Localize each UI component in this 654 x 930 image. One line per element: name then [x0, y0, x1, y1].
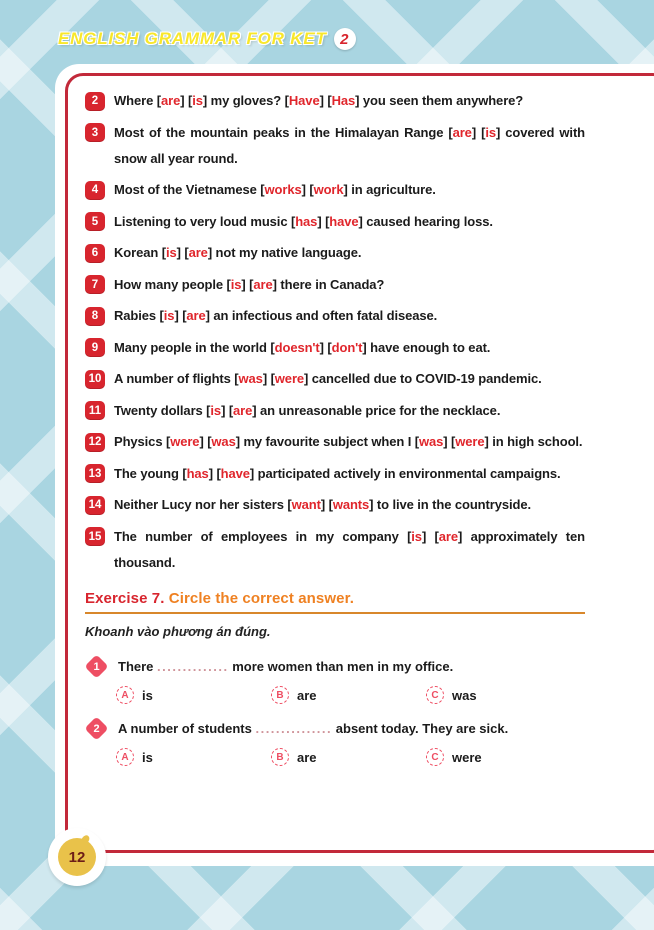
bracket: [: [182, 308, 187, 323]
mcq-options-row: [116, 682, 585, 709]
exercise7-question-list: [85, 653, 585, 771]
bracket: [: [451, 434, 456, 449]
question-number-badge: 10: [85, 370, 105, 389]
mcq-option: [116, 748, 271, 766]
bracket: [: [182, 465, 187, 481]
exercise7-instruction: Circle the correct answer.: [168, 589, 354, 607]
question-text: Physics [were] [was] my favourite subject when I [was] [were] in high school.: [114, 434, 583, 449]
bracket: ]: [343, 182, 348, 197]
header-title-text: ENGLISH GRAMMAR FOR KET: [58, 29, 327, 48]
bracket: ]: [252, 402, 257, 418]
bracket: ]: [207, 245, 213, 260]
bracket: ]: [458, 528, 463, 544]
question-text: The young [has] [have] participated actively in environmental campaigns.: [114, 465, 561, 481]
bracket: [: [327, 93, 332, 108]
answer-choice-word: were: [274, 371, 305, 386]
option-letter-circle: A: [116, 748, 134, 766]
bracket: [: [481, 124, 486, 140]
answer-choice-word: is: [210, 402, 222, 418]
answer-choice-word: want: [291, 497, 321, 512]
question-number-badge: 4: [85, 181, 105, 200]
mcq-option: [116, 686, 271, 704]
answer-choice-word: is: [192, 93, 203, 108]
bracket: [: [434, 528, 439, 544]
question-text: Most of the Vietnamese [works] [work] in agriculture.: [114, 182, 436, 197]
answer-choice-word: are: [186, 308, 206, 323]
question-number-badge: 6: [85, 244, 105, 263]
option-text: is: [142, 687, 153, 703]
question-number-badge: 8: [85, 307, 105, 326]
mcq-number: 2: [93, 722, 100, 734]
question-row: [85, 335, 585, 361]
question-text: Neither Lucy nor her sisters [want] [wants] to live in the countryside.: [114, 497, 531, 512]
bracket: ]: [221, 402, 226, 418]
question-number-badge: 11: [85, 401, 105, 420]
mcq-option: [271, 748, 426, 766]
bracket: ]: [262, 371, 268, 386]
answer-choice-word: is: [411, 528, 422, 544]
option-text: are: [297, 749, 317, 765]
option-letter-circle: B: [271, 748, 289, 766]
option-letter-circle: C: [426, 748, 444, 766]
bracket: ]: [443, 434, 448, 449]
answer-choice-word: was: [211, 434, 236, 449]
bracket: [: [184, 245, 189, 260]
bracket: [: [228, 402, 234, 418]
bracket: ]: [319, 339, 324, 355]
bracket: ]: [358, 213, 363, 229]
bracket: ]: [369, 497, 374, 512]
question-row: [85, 366, 585, 392]
mcq-option: [426, 748, 581, 766]
exercise7-heading: [85, 590, 585, 614]
answer-choice-word: is: [163, 308, 175, 323]
question-row: [85, 461, 585, 487]
bracket: [: [234, 371, 239, 386]
option-text: are: [297, 687, 317, 703]
bracket: ]: [421, 528, 427, 544]
question-row: [85, 429, 585, 455]
mcq-option: [271, 686, 426, 704]
bracket: ]: [180, 93, 185, 108]
answer-choice-word: was: [238, 371, 263, 386]
bracket: ]: [174, 308, 179, 323]
question-number-badge: 15: [85, 527, 105, 546]
question-row: [85, 209, 585, 235]
answer-choice-word: are: [160, 93, 181, 108]
question-text: Most of the mountain peaks in the Himalayan Range [are] [is] covered with snow all year round.: [114, 124, 586, 166]
question-text: Twenty dollars [is] [are] an unreasonable price for the necklace.: [114, 402, 501, 418]
bracket: ]: [199, 434, 204, 449]
question-number-badge: 3: [85, 123, 105, 142]
bracket: ]: [362, 339, 367, 355]
bracket: ]: [317, 213, 322, 229]
mcq-option: [426, 686, 581, 704]
bracket: [: [207, 434, 212, 449]
mcq-number-diamond-badge: [84, 654, 108, 678]
answer-choice-word: were: [170, 434, 200, 449]
bracket: ]: [205, 308, 210, 323]
question-row: [85, 492, 585, 518]
answer-choice-word: have: [220, 465, 250, 481]
answer-choice-word: are: [253, 276, 273, 292]
question-row: [85, 303, 585, 329]
page-number-badge: 12: [58, 838, 96, 876]
bracket: ]: [241, 276, 246, 292]
exercise6-question-list: [85, 88, 585, 576]
answer-choice-word: wants: [332, 497, 370, 512]
page-card: [55, 64, 654, 866]
question-number-badge: 5: [85, 212, 105, 231]
question-number-badge: 12: [85, 433, 105, 452]
bracket: [: [165, 434, 171, 449]
answer-choice-word: are: [452, 124, 472, 140]
option-letter-circle: B: [271, 686, 289, 704]
answer-choice-word: don't: [331, 339, 363, 355]
bracket: ]: [484, 434, 489, 449]
question-row: [85, 88, 585, 114]
blank-dots: ...............: [255, 720, 333, 736]
question-row: [85, 177, 585, 203]
bracket: [: [187, 93, 193, 108]
answer-choice-word: is: [485, 124, 496, 140]
option-letter-circle: C: [426, 686, 444, 704]
answer-choice-word: has: [295, 213, 318, 229]
bracket: ]: [249, 465, 255, 481]
bracket: ]: [301, 182, 306, 197]
answer-choice-word: is: [165, 245, 177, 260]
bracket: ]: [495, 124, 501, 140]
answer-choice-word: has: [186, 465, 209, 481]
question-text: The number of employees in my company [is] [are] approximately ten thousand.: [114, 528, 586, 570]
bracket: [: [290, 213, 296, 229]
question-text: Listening to very loud music [has] [have] caused hearing loss.: [114, 213, 493, 229]
bracket: [: [226, 276, 231, 292]
bracket: [: [287, 497, 292, 512]
answer-choice-word: is: [230, 276, 242, 292]
question-text: A number of flights [was] [were] cancelled due to COVID-19 pandemic.: [114, 371, 542, 386]
bracket: ]: [320, 497, 326, 512]
mcq-options-row: [116, 744, 585, 771]
book-header-title: [58, 26, 356, 52]
question-row: [85, 524, 585, 576]
mcq-question-row: [85, 715, 585, 742]
question-text: How many people [is] [are] there in Canada?: [114, 276, 385, 292]
answer-choice-word: Has: [331, 93, 356, 108]
bracket: [: [156, 93, 161, 108]
bracket: [: [328, 497, 333, 512]
exercise7-subtitle-vietnamese: Khoanh vào phương án đúng.: [85, 623, 271, 639]
answer-choice-word: are: [438, 528, 459, 544]
answer-choice-word: are: [233, 402, 253, 418]
question-number-badge: 7: [85, 275, 105, 294]
bracket: [: [327, 339, 332, 355]
question-row: [85, 272, 585, 298]
question-row: [85, 240, 585, 266]
bracket: [: [270, 371, 275, 386]
question-number-badge: 9: [85, 338, 105, 357]
mcq-number: 1: [93, 660, 100, 672]
bracket: ]: [235, 434, 240, 449]
question-row: [85, 120, 585, 172]
bracket: ]: [272, 276, 277, 292]
answer-choice-word: were: [455, 434, 485, 449]
answer-choice-word: works: [264, 182, 302, 197]
question-number-badge: 13: [85, 464, 105, 483]
bracket: [: [284, 93, 289, 108]
bracket: ]: [355, 93, 360, 108]
bracket: [: [325, 213, 330, 229]
answer-choice-word: are: [188, 245, 208, 260]
answer-choice-word: was: [418, 434, 444, 449]
question-number-badge: 2: [85, 92, 105, 111]
question-text: Korean [is] [are] not my native language.: [114, 245, 362, 260]
option-letter-circle: A: [116, 686, 134, 704]
bracket: [: [407, 528, 412, 544]
mcq-number-diamond-badge: [84, 716, 108, 740]
page-content: [85, 88, 585, 771]
answer-choice-word: Have: [288, 93, 320, 108]
question-text: Rabies [is] [are] an infectious and often fatal disease.: [114, 308, 438, 323]
question-number-badge: 14: [85, 496, 105, 515]
mcq-question-text: A number of students ............... absent today. They are sick.: [118, 720, 509, 736]
answer-choice-word: work: [313, 182, 344, 197]
page-number-badge-outer: [48, 828, 106, 886]
bracket: [: [249, 276, 254, 292]
answer-choice-word: doesn't: [274, 339, 320, 355]
exercise7-label: Exercise 7.: [85, 589, 165, 607]
option-text: is: [142, 749, 153, 765]
header-volume-badge: 2: [334, 28, 356, 50]
mcq-question-row: [85, 653, 585, 680]
answer-choice-word: have: [329, 213, 359, 229]
question-text: Where [are] [is] my gloves? [Have] [Has] you seen them anywhere?: [114, 93, 524, 108]
bracket: [: [270, 339, 275, 355]
question-text: Many people in the world [doesn't] [don't] have enough to eat.: [114, 339, 491, 355]
bracket: [: [216, 465, 221, 481]
bracket: [: [161, 245, 166, 260]
mcq-question-text: There .............. more women than men in my office.: [118, 658, 454, 674]
bracket: ]: [304, 371, 309, 386]
bracket: ]: [208, 465, 213, 481]
question-row: [85, 398, 585, 424]
bracket: [: [206, 402, 211, 418]
bracket: [: [260, 182, 265, 197]
bracket: ]: [202, 93, 208, 108]
bracket: [: [414, 434, 419, 449]
option-text: was: [452, 687, 477, 703]
option-text: were: [452, 749, 482, 765]
bracket: [: [448, 124, 453, 140]
bracket: ]: [176, 245, 181, 260]
bracket: [: [309, 182, 314, 197]
blank-dots: ..............: [157, 658, 229, 674]
bracket: [: [159, 308, 164, 323]
bracket: ]: [471, 124, 477, 140]
bracket: ]: [319, 93, 324, 108]
